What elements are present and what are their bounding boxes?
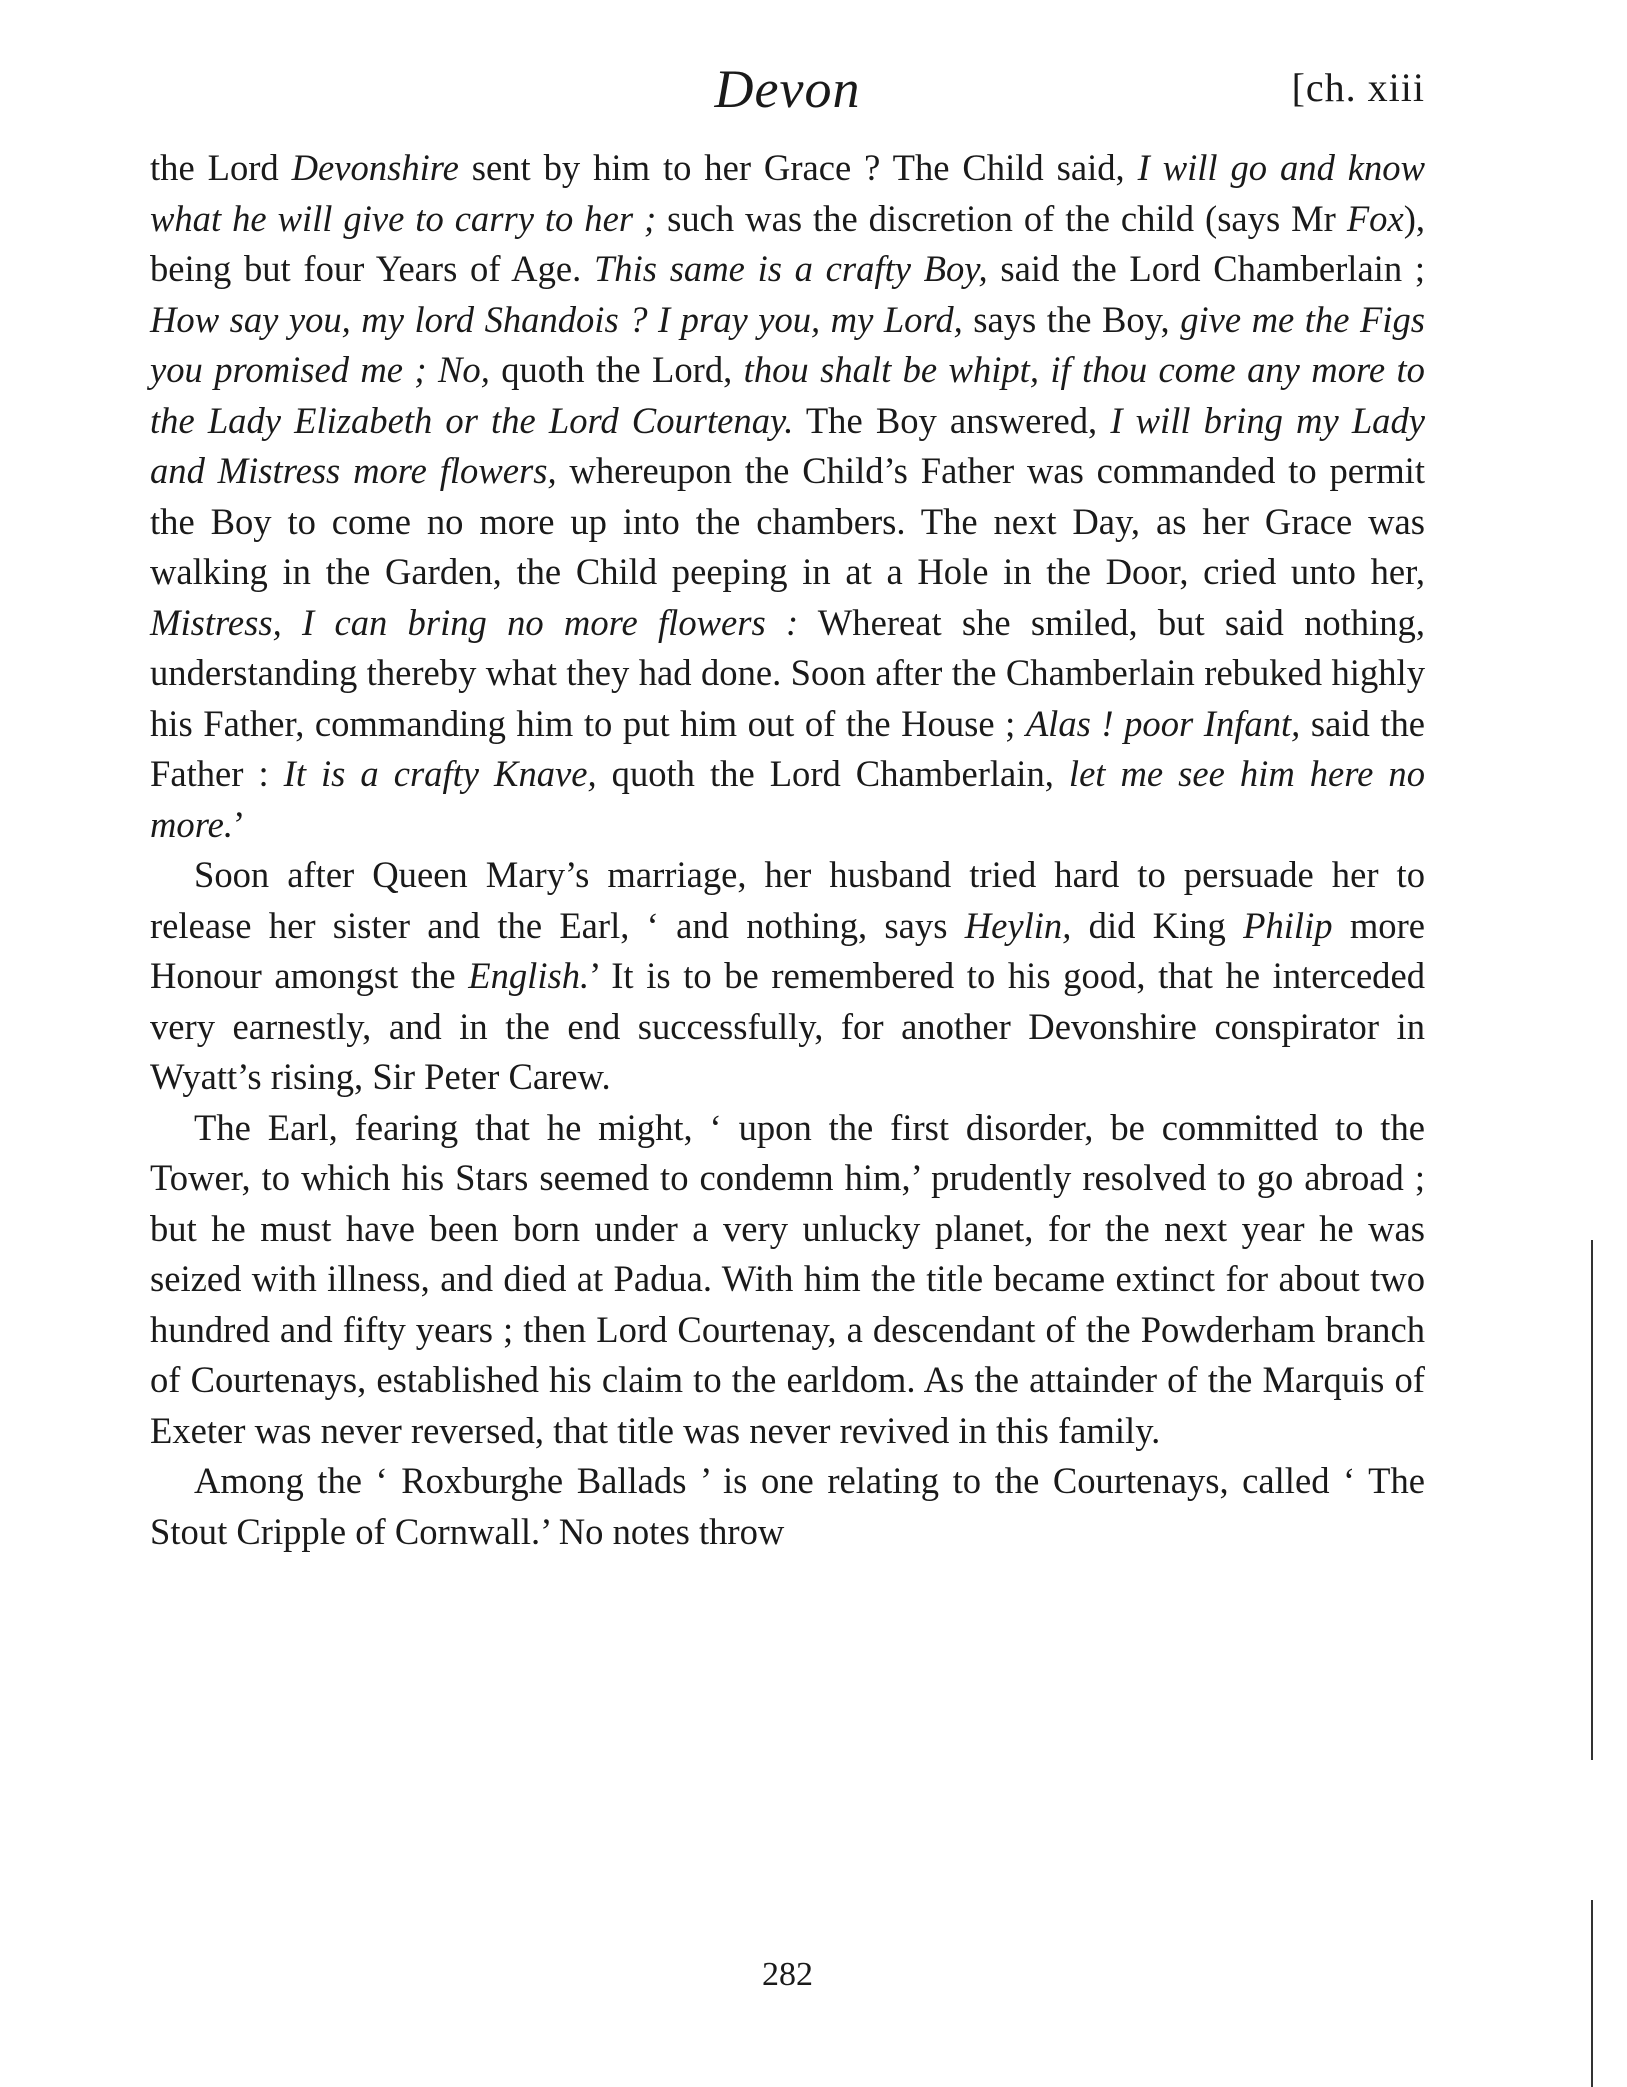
text-run: The Boy answered, [793, 399, 1111, 441]
paragraph [150, 850, 1425, 1103]
text-run: quoth the Lord, [489, 349, 744, 390]
paragraph [150, 143, 1425, 850]
text-run: Soon after Queen Mary’s marriage, her husband tried hard to persuade her to release her sister and the Earl, ‘ and nothing, says [150, 854, 1425, 946]
italic-text: English. [468, 955, 590, 996]
italic-text: give me the Figs you promised me ; No, [150, 298, 1425, 390]
chapter-reference: [ch. xiii [1291, 65, 1425, 110]
italic-text: let me see him here no more. [150, 753, 1425, 845]
text-run: The Earl, fearing that he might, ‘ upon the first disorder, be committed to the Tower, to which his Stars seemed to condemn him,’ prudently resolved to go abroad ; but he must have been born under a very unlucky planet, for the next year he was seized with illness, and died at Padua. With him the title became extinct for about two hundred and fifty years ; then Lord Courtenay, a descendant of the Powderham branch of Courtenays, established his claim to the earldom. As the attainder of the Marquis of Exeter was never reversed, that title was never revived in this family. [150, 1106, 1425, 1451]
paragraph [150, 1103, 1425, 1457]
text-run: did King [1071, 904, 1244, 946]
italic-text: Fox [1346, 197, 1404, 239]
page-number: 282 [762, 1956, 813, 1993]
text-run: said the Father : [150, 702, 1425, 794]
italic-text: Alas ! poor Infant, [1025, 702, 1301, 744]
book-page [150, 58, 1426, 1993]
paragraph [150, 1456, 1425, 1557]
italic-text: Devonshire [291, 147, 459, 188]
italic-text: I will go and know what he will give to carry to her ; [150, 147, 1425, 239]
text-run: the Lord [150, 147, 292, 188]
text-run: more Honour amongst the [150, 904, 1425, 996]
italic-text: It is a crafty Knave, [283, 753, 597, 794]
text-run: Among the ‘ Roxburghe Ballads ’ is one relating to the Courtenays, called ‘ The Stout Cripple of Cornwall.’ No notes throw [150, 1460, 1425, 1552]
italic-text: This same is a crafty Boy, [593, 248, 988, 289]
scan-margin-rule [1591, 1240, 1593, 1760]
text-run: whereupon the Child’s Father was commanded to permit the Boy to come no more up into the chambers. The next Day, as her Grace was walking in the Garden, the Child peeping in at a Hole in the Door, cried unto her, [150, 450, 1425, 592]
text-run: says the Boy, [962, 298, 1181, 340]
italic-text: Philip [1243, 904, 1333, 946]
text-run: ), being but four Years of Age. [150, 197, 1426, 289]
text-run: ’ It is to be remembered to his good, that he interceded very earnestly, and in the end successfully, for another Devonshire conspirator in Wyatt’s rising, Sir Peter Carew. [150, 955, 1425, 1097]
italic-text: How say you, my lord Shandois ? I pray you, my Lord, [150, 298, 963, 340]
italic-text: I will bring my Lady and Mistress more flowers, [150, 399, 1425, 491]
text-run: said the Lord Chamberlain ; [987, 248, 1425, 289]
italic-text: thou shalt be whipt, if thou come any more to the Lady Elizabeth or the Lord Courtenay. [150, 349, 1425, 441]
italic-text: Mistress, I can bring no more flowers : [150, 601, 799, 643]
page-header [150, 58, 1425, 138]
text-run: ’ [232, 803, 246, 845]
text-run: quoth the Lord Chamberlain, [596, 753, 1069, 794]
scan-margin-rule [1591, 1900, 1593, 2087]
text-run: Whereat she smiled, but said nothing, understanding thereby what they had done. Soon after the Chamberlain rebuked highly his Father, commanding him to put him out of the House ; [150, 601, 1425, 744]
running-title: Devon [714, 59, 861, 119]
italic-text: Heylin, [964, 904, 1072, 946]
body-text [150, 143, 1425, 1557]
text-run: such was the discretion of the child (says Mr [656, 197, 1347, 239]
text-run: sent by him to her Grace ? The Child said, [458, 147, 1138, 188]
